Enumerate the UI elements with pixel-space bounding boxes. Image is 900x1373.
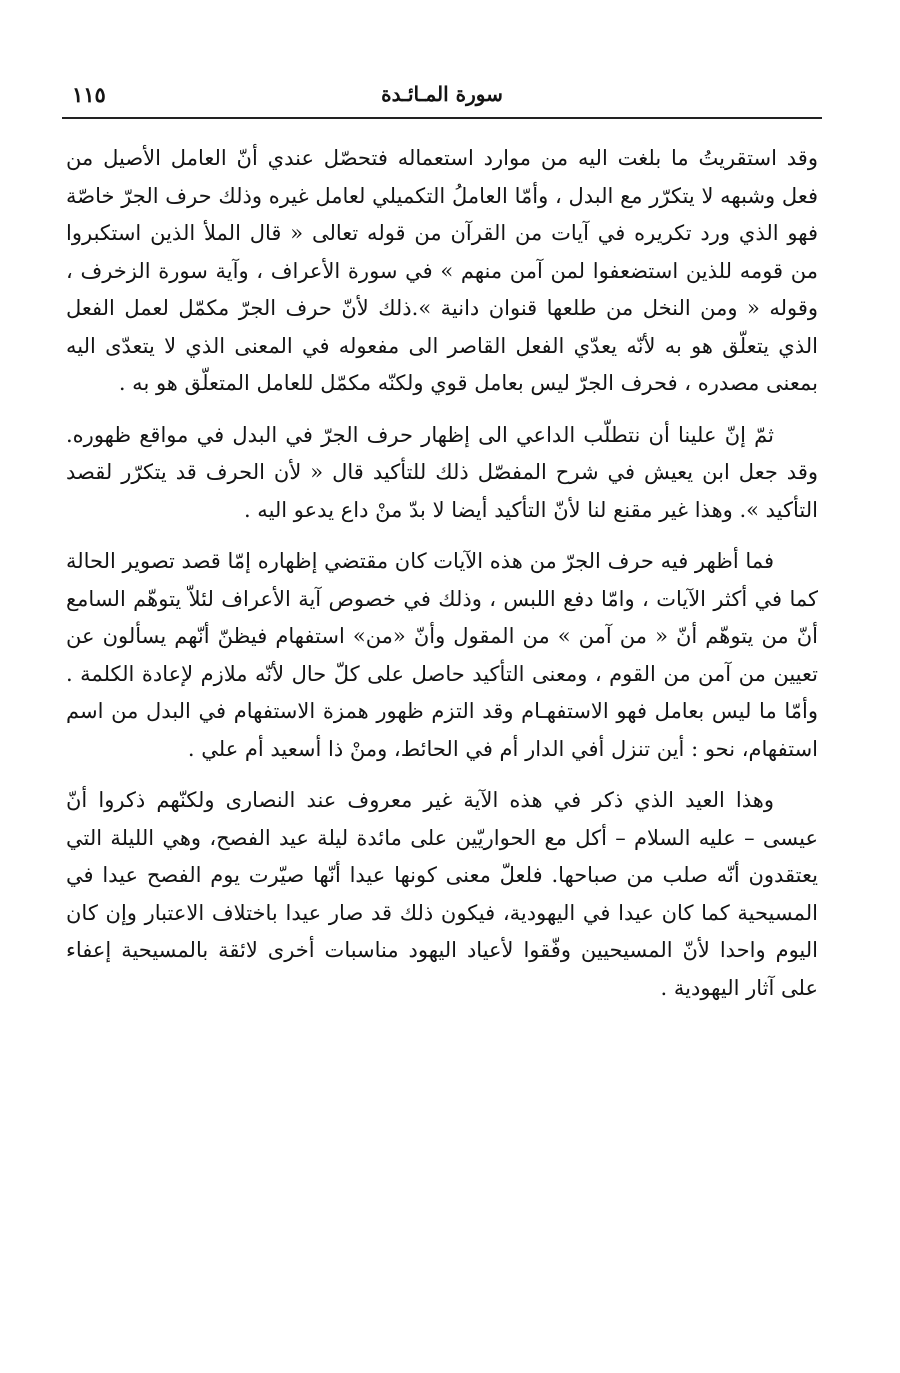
page-number: ١١٥	[72, 82, 106, 107]
header-divider	[62, 117, 822, 119]
page-header	[62, 82, 822, 112]
body-text	[66, 140, 818, 1021]
paragraph-3: فما أظهر فيه حرف الجرّ من هذه الآيات كان مقتضي إظهاره إمّا قصد تصوير الحالة كما في أكثر الآيات ، وامّا دفع اللبس ، وذلك في خصوص آية الأعراف لئلاّ يتوهّم السامع أنّ من يتوهّم أنّ « من آمن » من المقول وأنّ «من» استفهام فيظنّ أنّهم يسألون عن تعيين من آمن من القوم ، ومعنى التأكيد حاصل على كلّ حال لأنّه ملازم لإعادة الكلمة . وأمّا ما ليس بعامل فهو الاستفهـام وقد التزم ظهور همزة الاستفهام في البدل من اسم استفهام، نحو : أين تنزل أفي الدار أم في الحائط، ومنْ ذا أسعيد أم علي .	[66, 549, 819, 761]
paragraph-4: وهذا العيد الذي ذكر في هذه الآية غير معروف عند النصارى ولكنّهم ذكروا أنّ عيسى – عليه السلام – أكل مع الحواريّين على مائدة ليلة عيد الفصح، وهي الليلة التي يعتقدون أنّه صلب من صباحها. فلعلّ معنى كونها عيدا أنّها صيّرت يوم الفصح عيدا في المسيحية كما كان عيدا في اليهودية، فيكون ذلك قد صار عيدا باختلاف الاعتبار وإن كان اليوم واحدا لأنّ المسيحيين وفّقوا لأعياد اليهود مناسبات أخرى لائقة بالمسيحية إعفاء على آثار اليهودية .	[66, 788, 818, 1000]
paragraph-2: ثمّ إنّ علينا أن نتطلّب الداعي الى إظهار حرف الجرّ في البدل في مواقع ظهوره. وقد جعل ابن يعيش في شرح المفصّل ذلك للتأكيد قال « لأن الحرف قد يتكرّر لقصد التأكيد ». وهذا غير مقنع لنا لأنّ التأكيد أيضا لا بدّ منْ داع يدعو اليه .	[66, 422, 818, 522]
paragraph-1: وقد استقريتُ ما بلغت اليه من موارد استعماله فتحصّل عندي أنّ العامل الأصيل من فعل وشبهه لا يتكرّر مع البدل ، وأمّا العاملُ التكميلي لعامل غيره وذلك حرف الجرّ خاصّة فهو الذي ورد تكريره في آيات من القرآن من قوله تعالى « قال الملأ الذين استكبروا من قومه للذين استضعفوا لمن آمن منهم » في سورة الأعراف ، وآية سورة الزخرف ، وقوله « ومن النخل من طلعها قنوان دانية ».ذلك لأنّ حرف الجرّ مكمّل لعمل الفعل الذي يتعلّق هو به لأنّه يعدّي الفعل القاصر الى مفعوله في المعنى الذي لا يتعدّى اليه بمعنى مصدره ، فحرف الجرّ ليس بعامل قوي ولكنّه مكمّل للعامل المتعلّق هو به .	[66, 146, 818, 395]
running-title: سورة المـائـدة	[381, 82, 503, 106]
